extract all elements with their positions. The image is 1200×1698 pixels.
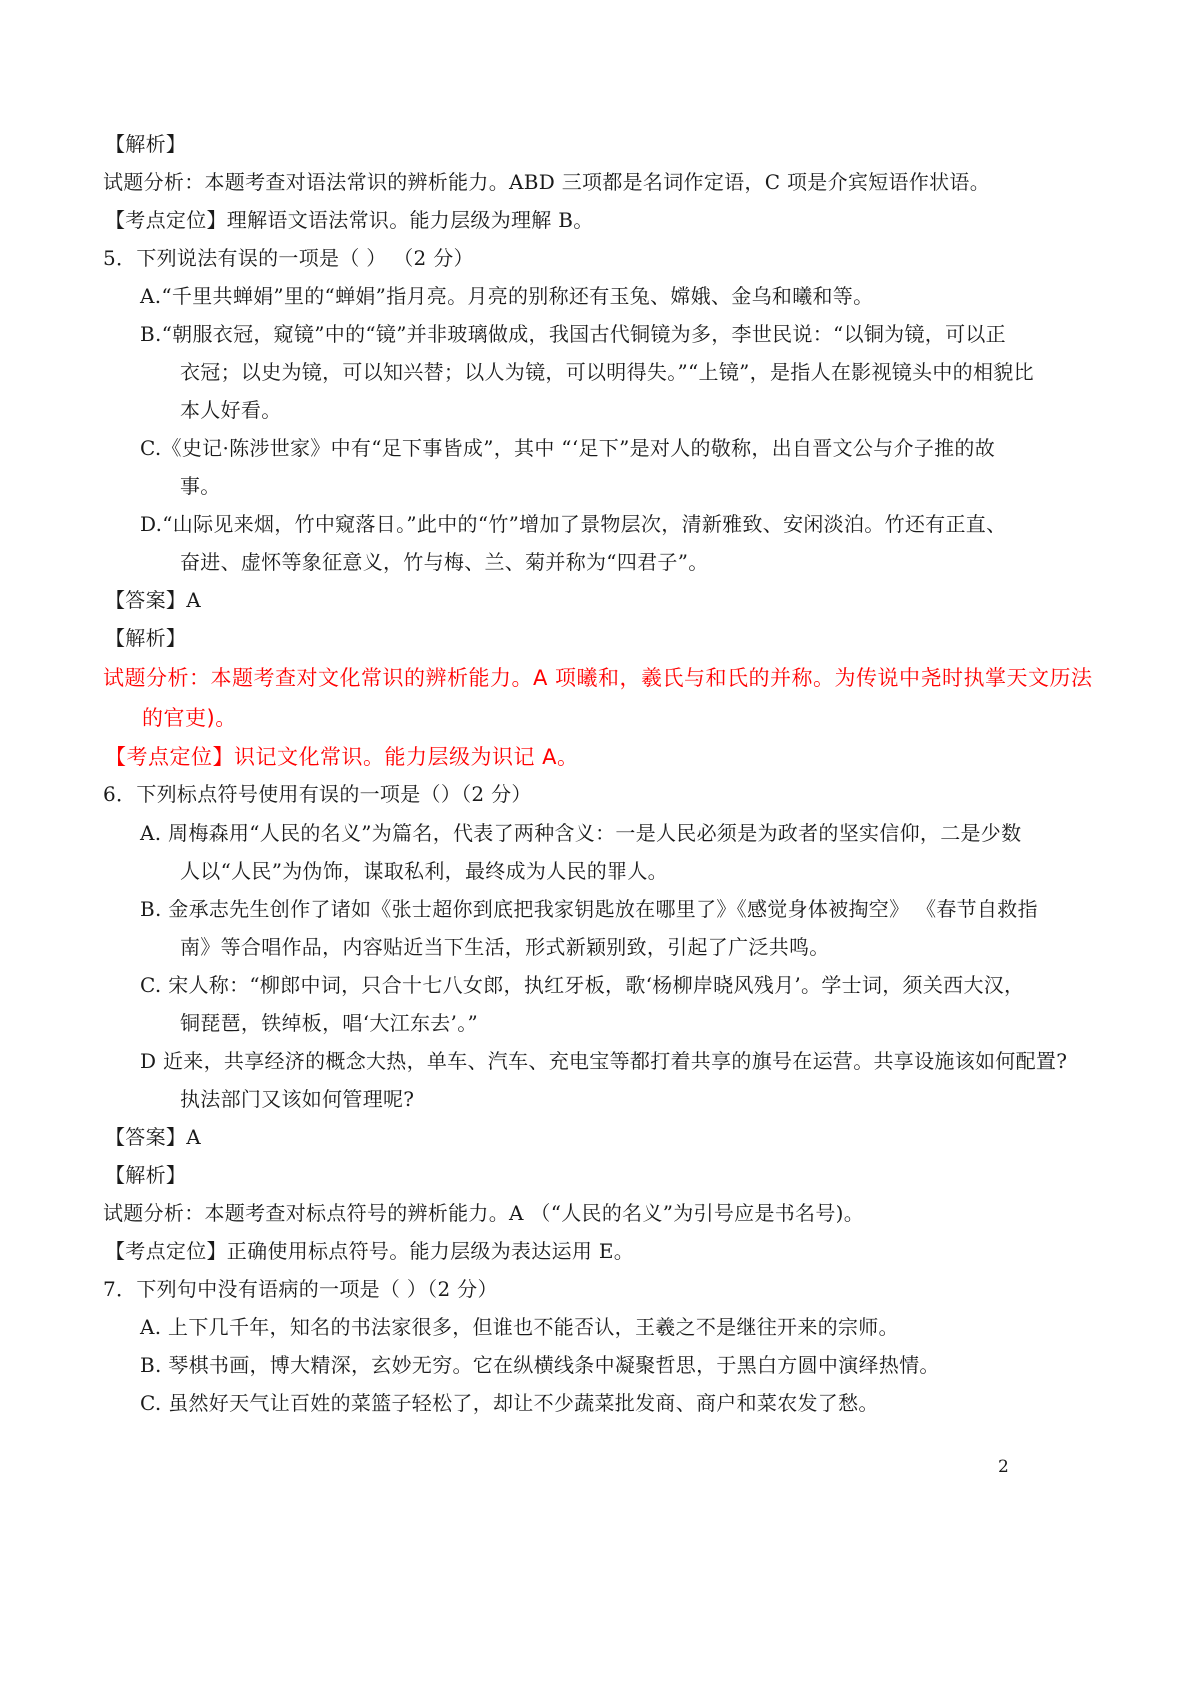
q7-option-b: B. 琴棋书画，博大精深，玄妙无穷。它在纵横线条中凝聚哲思，于黑白方圆中演绎热情。: [140, 1353, 940, 1377]
answer-text: 【答案】A: [105, 588, 201, 612]
q5-option-b-cont: 本人好看。: [180, 398, 282, 422]
analysis-text: 试题分析：本题考查对标点符号的辨析能力。A （“人民的名义”为引号应是书名号)。: [103, 1201, 865, 1225]
q5-option-d: D.“山际见来烟，竹中窥落日。”此中的“竹”增加了景物层次，清新雅致、安闲淡泊。竹还有正直、: [140, 512, 1007, 536]
question-6-stem: 6．下列标点符号使用有误的一项是（）（2 分）: [103, 782, 532, 806]
q5-option-b: B.“朝服衣冠，窥镜”中的“镜”并非玻璃做成，我国古代铜镜为多，李世民说：“以铜为镜，可以正: [140, 322, 1006, 346]
q6-option-c: C. 宋人称：“柳郎中词，只合十七八女郎，执红牙板，歌‘杨柳岸晓风残月’。学士词，须关西大汉，: [140, 973, 1025, 997]
question-5-stem: 5．下列说法有误的一项是（ ） （2 分）: [103, 246, 474, 270]
q6-option-d: D 近来，共享经济的概念大热，单车、汽车、充电宝等都打着共享的旗号在运营。共享设施该如何配置?: [140, 1049, 1068, 1073]
q5-option-a: A.“千里共蝉娟”里的“蝉娟”指月亮。月亮的别称还有玉兔、嫦娥、金乌和曦和等。: [140, 284, 874, 308]
jiexi-header: 【解析】: [105, 626, 187, 650]
kaodian-text: 【考点定位】正确使用标点符号。能力层级为表达运用 E。: [105, 1239, 635, 1263]
q7-option-a: A. 上下几千年，知名的书法家很多，但谁也不能否认，王羲之不是继往开来的宗师。: [140, 1315, 899, 1339]
q6-option-c-cont: 铜琵琶，铁绰板，唱‘大江东去’。”: [180, 1011, 479, 1035]
q5-option-c: C.《史记·陈涉世家》中有“足下事皆成”，其中 “‘足下”是对人的敬称，出自晋文公与介子推的故: [140, 436, 996, 460]
q6-option-a-cont: 人以“人民”为伪饰，谋取私利，最终成为人民的罪人。: [180, 859, 668, 883]
analysis-text-red-cont: 的官吏)。: [142, 706, 237, 730]
q5-option-c-cont: 事。: [180, 474, 221, 498]
q7-option-c: C. 虽然好天气让百姓的菜篮子轻松了，却让不少蔬菜批发商、商户和菜农发了愁。: [140, 1391, 879, 1415]
jiexi-header: 【解析】: [105, 132, 187, 156]
q6-option-d-cont: 执法部门又该如何管理呢?: [180, 1087, 415, 1111]
kaodian-text-red: 【考点定位】识记文化常识。能力层级为识记 A。: [105, 745, 579, 769]
q6-option-b-cont: 南》等合唱作品，内容贴近当下生活，形式新颖别致，引起了广泛共鸣。: [180, 935, 830, 959]
jiexi-header: 【解析】: [105, 1163, 187, 1187]
question-7-stem: 7．下列句中没有语病的一项是（ ）（2 分）: [103, 1277, 498, 1301]
kaodian-text: 【考点定位】理解语文语法常识。能力层级为理解 B。: [105, 208, 594, 232]
analysis-text: 试题分析：本题考查对语法常识的辨析能力。ABD 三项都是名词作定语，C 项是介宾短语作状语。: [103, 170, 990, 194]
analysis-text-red: 试题分析：本题考查对文化常识的辨析能力。A 项曦和，羲氏与和氏的并称。为传说中尧时执掌天文历法: [103, 666, 1093, 690]
page-number: 2: [998, 1457, 1009, 1477]
q6-option-b: B. 金承志先生创作了诸如《张士超你到底把我家钥匙放在哪里了》《感觉身体被掏空》 《春节自救指: [140, 897, 1038, 921]
q6-option-a: A. 周梅森用“人民的名义”为篇名，代表了两种含义：一是人民必须是为政者的坚实信仰，二是少数: [140, 821, 1022, 845]
q5-option-d-cont: 奋进、虚怀等象征意义，竹与梅、兰、菊并称为“四君子”。: [180, 550, 709, 574]
q5-option-b-cont: 衣冠；以史为镜，可以知兴替；以人为镜，可以明得失。”“上镜”，是指人在影视镜头中的相貌比: [180, 360, 1034, 384]
answer-text: 【答案】A: [105, 1125, 201, 1149]
